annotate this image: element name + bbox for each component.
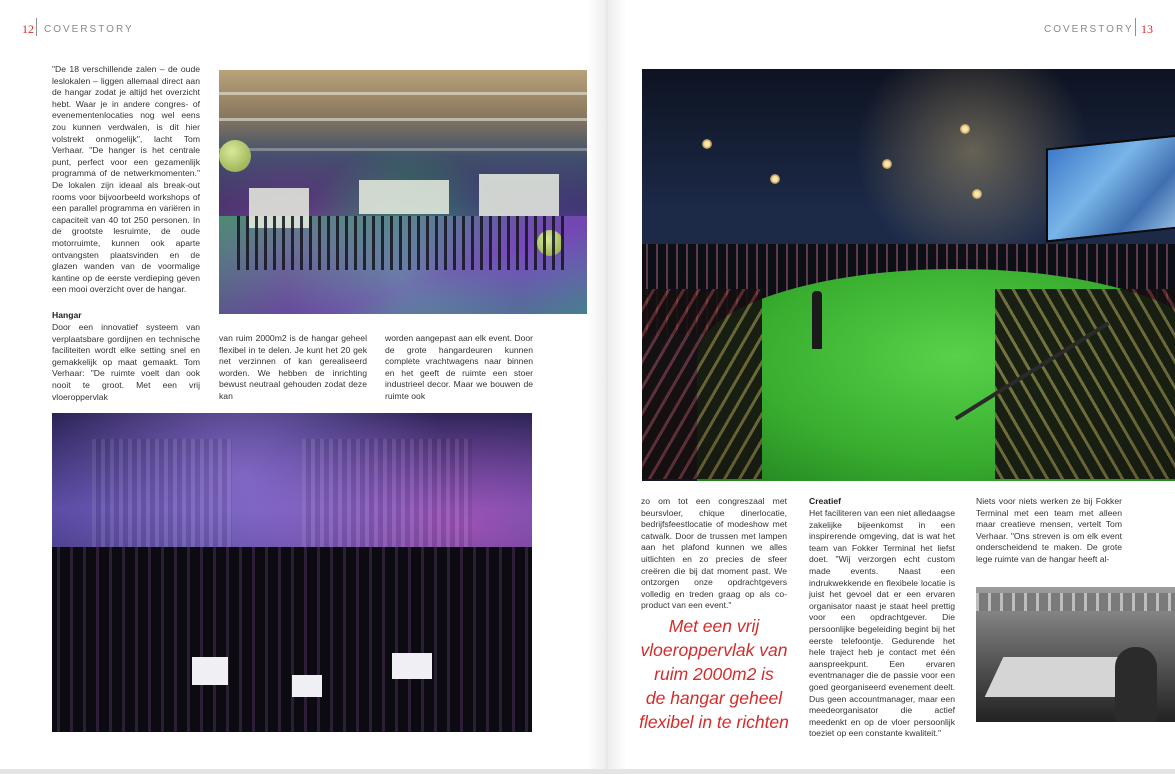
page-gutter [587,0,627,774]
left-col1-text [52,322,200,403]
pull-quote-line: flexibel in te richten [639,712,789,732]
right-col3-paragraph: Niets voor niets werken ze bij Fokker Terminal met een team met alleen maar creatieve mensen, vertelt Tom Verhaar. "Ons streven is om elk event onderscheidend te maken. De grote lege ruimte van de hangar heeft al- [976,496,1122,564]
right-header-rule [1135,18,1136,36]
left-page-number: 12 [22,22,34,36]
right-col1-paragraph: zo om tot een congreszaal met beursvloer, chique dinerlocatie, bedrijfsfeestlocatie of modeshow met catwalk. Door de trussen met lampen aan het plafond kunnen we alles uitlichten en zo precies de sfeer creëren die bij dat moment past. We ontzorgen onze opdrachtgevers volledig en treden graag op als co-product van een event." [641,496,787,611]
left-col1-intro-text: "De 18 verschillende zalen – de oude leslokalen – liggen allemaal direct aan de hangar zodat je altijd het overzicht hebt. Waar je in andere congres- of evenementenlocaties nog wel eens zou kunnen verdwalen, is dit hier volstrekt onmogelijk", lacht Tom Verhaar. "De hanger is het centrale punt, perfect voor een gezamenlijk programma of de netwerkmomenten." De lokalen zijn ideaal als break-out rooms voor bijvoorbeeld workshops of een parallel programma en variëren in capaciteit van 40 tot 250 personen. In de grootste lesruimte, de oude motorruimte, kunnen ook aparte ontvangsten plaatsvinden en de glazen wanden van de voormalige kantine op de eerste verdieping geven een mooi overzicht over de hangar. [52,64,200,295]
right-running-head: COVERSTORY [1044,24,1134,35]
exhibition-hall-photo [219,70,587,314]
pull-quote-line: Met een vrij [668,616,760,636]
creatief-subhead: Creatief [809,496,841,506]
left-col1-intro [52,64,200,296]
workshop-photo [976,587,1175,722]
bottom-edge [0,769,1175,774]
pull-quote-line: vloeroppervlak van [640,640,788,660]
right-col2-text [809,508,955,740]
left-col2-text [219,333,367,403]
left-col2-paragraph: van ruim 2000m2 is de hangar geheel flexibel in te delen. Je kunt het 20 gek net verzinnen of kan gerealiseerd worden. We hebben de inrichting bewust neutraal gehouden zodat deze kan [219,333,367,401]
right-col1-text [641,496,787,612]
hangar-subhead: Hangar [52,310,82,320]
left-col1-paragraph: Door een innovatief systeem van verplaatsbare gordijnen en technische faciliteiten wordt elke setting snel en gemakkelijk op maat gemaakt. Tom Verhaar: "De ruimte voelt dan ook nooit te groot. Met een vrij vloeroppervlak [52,322,200,402]
right-page-number: 13 [1141,22,1153,36]
pull-quote-line: ruim 2000m2 is [654,664,774,684]
event-hall-photo [52,413,532,732]
pull-quote [632,614,796,734]
left-header-rule [36,18,37,36]
left-col3-text [385,333,533,403]
right-col3-text [976,496,1122,566]
congress-stage-photo [642,69,1175,481]
right-col2-paragraph: Het faciliteren van een niet alledaagse zakelijke bijeenkomst in een inspirerende omgeving, dat is wat het team van Fokker Terminal het liefst doet. "Wij verzorgen echt custom made events. Naast een indrukwekkende en flexibele locatie is juist het gevoel dat er een ervaren organisator naast je staat heel prettig voor een opdrachtgever. Die persoonlijke begeleiding begint bij het eerste telefoontje. Gedurende het hele traject heb je contact met één aanspreekpunt. Een ervaren eventmanager die de passie voor een goed georganiseerd evenement deelt. Dus geen accountmanager, maar een meedeorganisator die actief meedenkt en op de vloer persoonlijk toeziet op een constante kwaliteit." [809,508,955,739]
pull-quote-line: de hangar geheel [645,688,783,708]
left-col3-paragraph: worden aangepast aan elk event. Door de grote hangardeuren kunnen complete vrachtwagens naar binnen en het geeft de ruimte een stoer industrieel decor. Maar we bouwen de ruimte ook [385,333,533,401]
left-running-head: COVERSTORY [44,24,134,35]
